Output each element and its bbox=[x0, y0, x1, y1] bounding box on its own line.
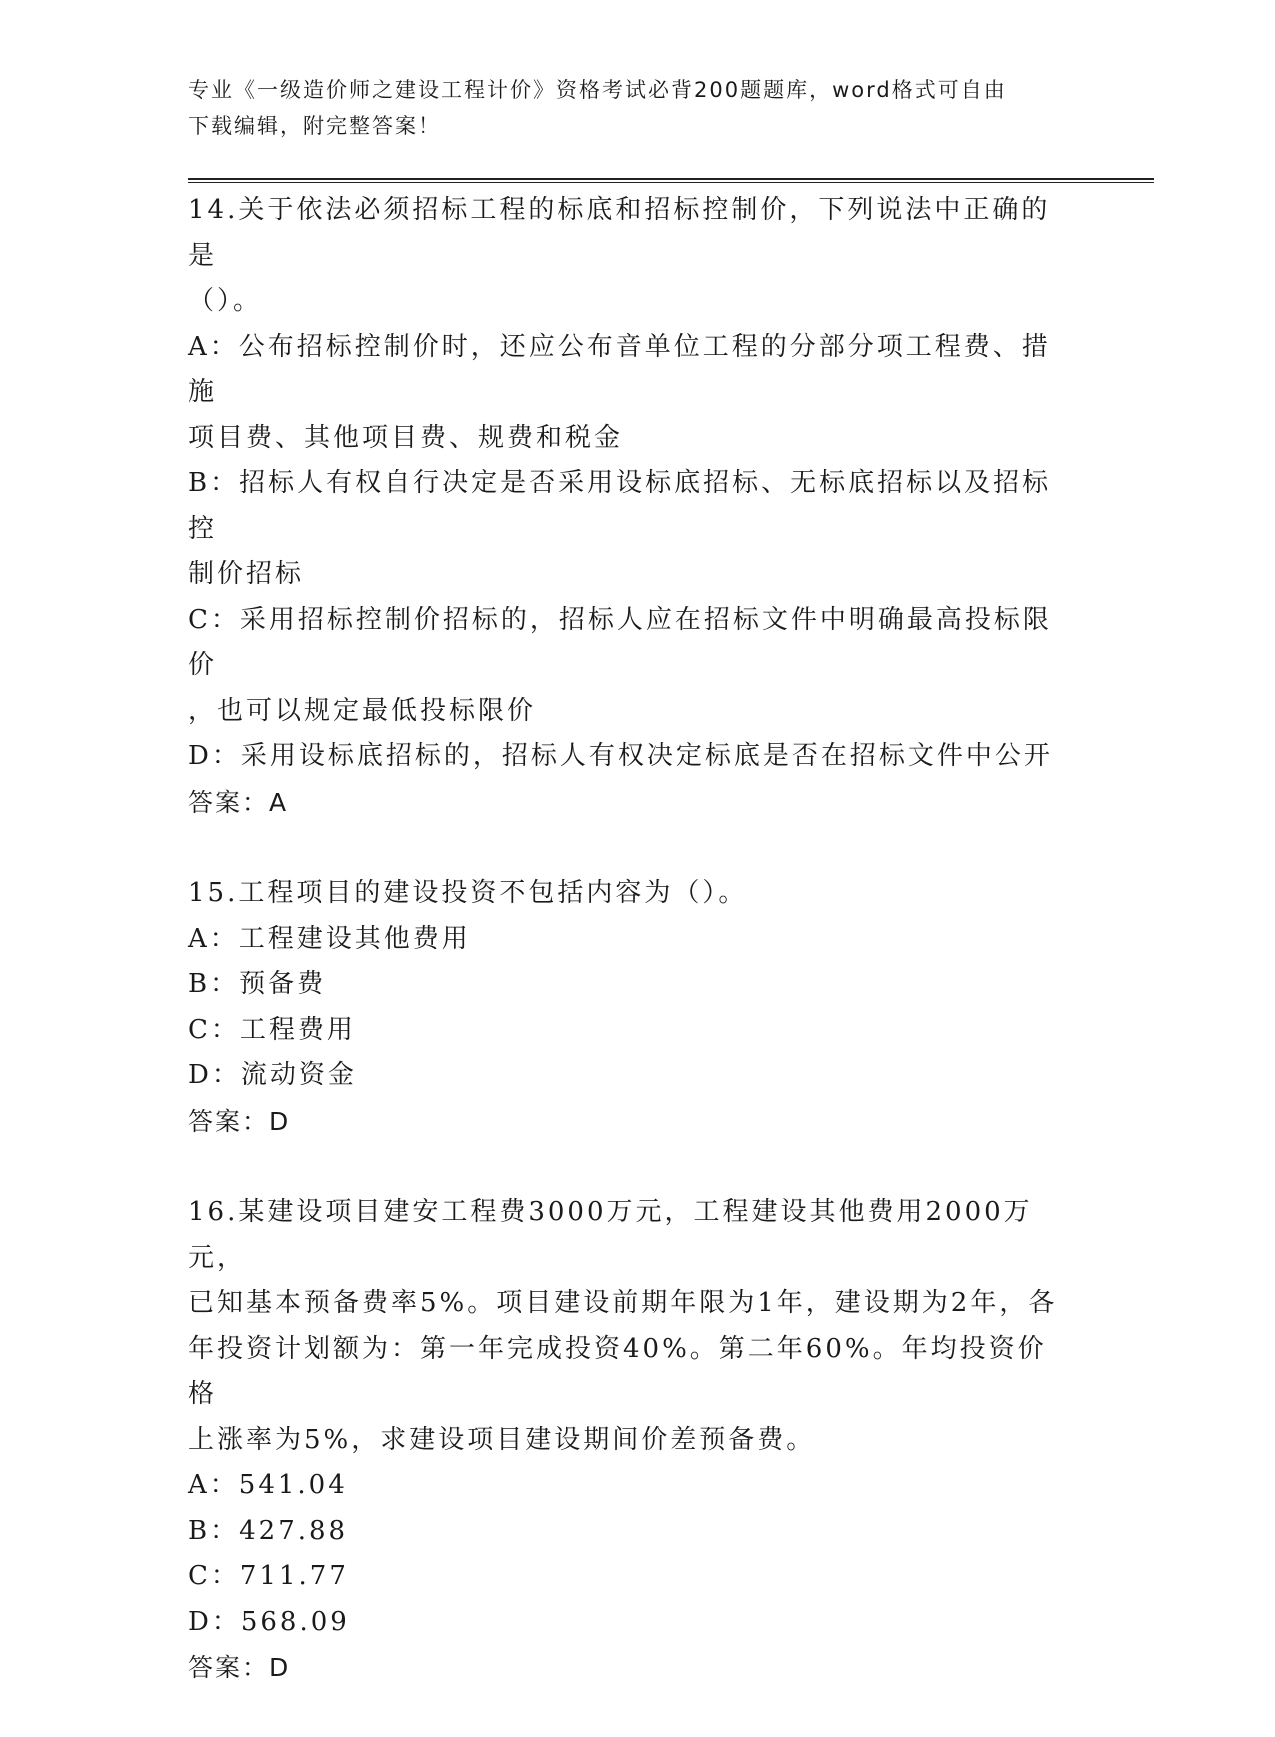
question-stem-line: （）。 bbox=[188, 286, 263, 316]
question-16 bbox=[188, 1190, 1068, 1691]
document-header bbox=[188, 72, 1068, 144]
option-c-line: C：711.77 bbox=[188, 1561, 349, 1591]
question-15 bbox=[188, 871, 1068, 1144]
option-b-line: B：招标人有权自行决定是否采用设标底招标、无标底招标以及招标控 bbox=[188, 468, 1052, 544]
option-c-line: C：采用招标控制价招标的，招标人应在招标文件中明确最高投标限价 bbox=[188, 604, 1052, 680]
option-b-line: B：427.88 bbox=[188, 1515, 349, 1546]
option-d-line: D：采用设标底招标的，招标人有权决定标底是否在招标文件中公开 bbox=[188, 741, 1053, 771]
header-line-1: 专业《一级造价师之建设工程计价》资格考试必背200题题库，word格式可自由 bbox=[188, 78, 1007, 102]
header-line-2: 下载编辑，附完整答案！ bbox=[188, 114, 441, 138]
option-d-line: D：568.09 bbox=[188, 1606, 350, 1637]
question-stem-line: 年投资计划额为：第一年完成投资40%。第二年60%。年均投资价格 bbox=[188, 1333, 1047, 1409]
option-d-line: D：流动资金 bbox=[188, 1060, 357, 1090]
option-a-line: 项目费、其他项目费、规费和税金 bbox=[188, 422, 624, 453]
question-stem-line: 16.某建设项目建安工程费3000万元，工程建设其他费用2000万元， bbox=[188, 1197, 1033, 1273]
question-stem-line: 上涨率为5%，求建设项目建设期间价差预备费。 bbox=[188, 1424, 816, 1455]
answer-label: 答案：D bbox=[188, 1653, 291, 1682]
option-a-line: A：541.04 bbox=[188, 1470, 348, 1500]
answer-label: 答案：A bbox=[188, 787, 289, 817]
question-stem-line: 15.工程项目的建设投资不包括内容为（）。 bbox=[188, 878, 748, 908]
option-a-line: A：工程建设其他费用 bbox=[188, 923, 471, 954]
question-stem-line: 14.关于依法必须招标工程的标底和招标控制价，下列说法中正确的是 bbox=[188, 195, 1051, 271]
question-list bbox=[188, 188, 1068, 1737]
answer-label: 答案：D bbox=[188, 1106, 291, 1136]
option-b-line: B：预备费 bbox=[188, 969, 327, 999]
option-b-line: 制价招标 bbox=[188, 559, 305, 589]
header-divider bbox=[188, 178, 1154, 183]
question-stem-line: 已知基本预备费率5%。项目建设前期年限为1年，建设期为2年，各 bbox=[188, 1288, 1058, 1318]
option-c-line: ，也可以规定最低投标限价 bbox=[188, 695, 537, 726]
option-a-line: A：公布招标控制价时，还应公布音单位工程的分部分项工程费、措施 bbox=[188, 331, 1051, 407]
option-c-line: C：工程费用 bbox=[188, 1014, 356, 1045]
question-14 bbox=[188, 188, 1068, 825]
